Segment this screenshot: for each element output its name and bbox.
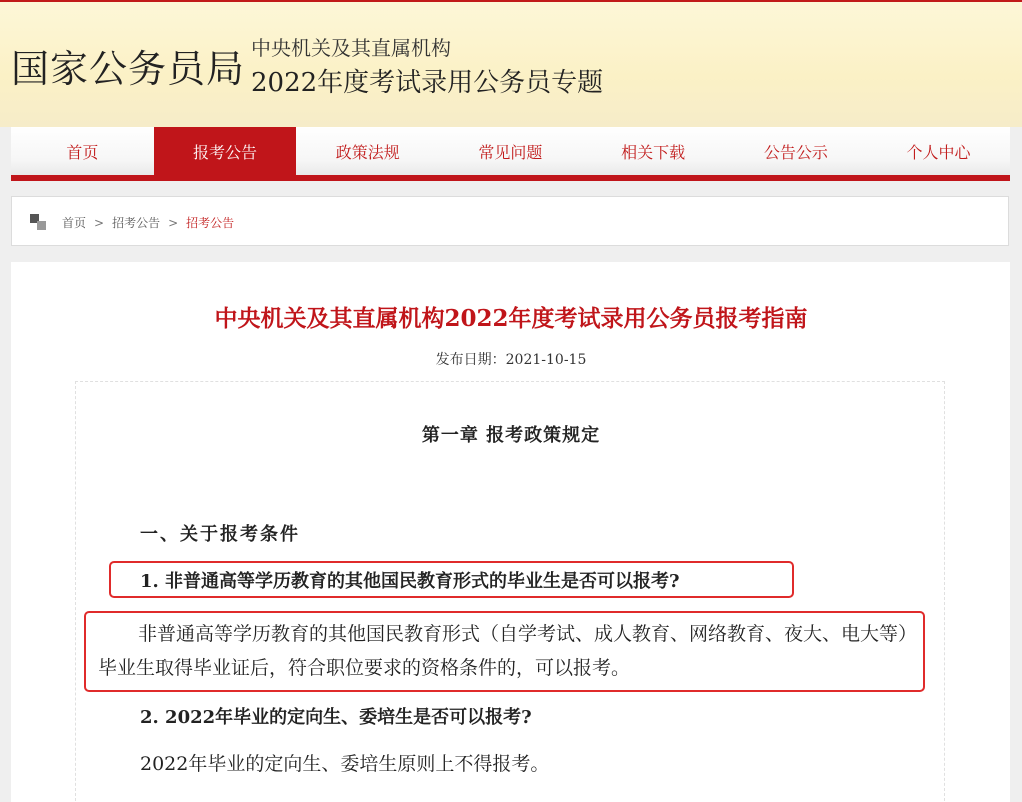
question-2: 2. 2022年毕业的定向生、委培生是否可以报考? <box>140 707 532 728</box>
nav-home[interactable]: 首页 <box>66 142 99 162</box>
breadcrumb-separator: > <box>94 216 105 230</box>
nav-policies[interactable]: 政策法规 <box>335 142 400 162</box>
nav-underline <box>11 175 1010 181</box>
article-title: 中央机关及其直属机构2022年度考试录用公务员报考指南 <box>214 305 808 332</box>
main-nav <box>11 127 1010 175</box>
nav-personal-center[interactable]: 个人中心 <box>906 142 971 162</box>
section-heading: 一、关于报考条件 <box>140 524 300 545</box>
site-name-logo[interactable]: 国家公务员局 <box>11 47 246 91</box>
nav-announcements[interactable]: 报考公告 <box>154 127 297 175</box>
breadcrumb-separator: > <box>168 216 179 230</box>
breadcrumb-current[interactable]: 招考公告 <box>186 216 235 230</box>
breadcrumb-trail <box>62 214 234 231</box>
header-top-line <box>0 0 1022 2</box>
question-1: 1. 非普通高等学历教育的其他国民教育形式的毕业生是否可以报考? <box>140 571 680 592</box>
answer-2: 2022年毕业的定向生、委培生原则上不得报考。 <box>140 753 550 775</box>
breadcrumb-section[interactable]: 招考公告 <box>112 216 161 230</box>
publish-date: 发布日期：2021-10-15 <box>435 352 587 368</box>
header-subtitle: 中央机关及其直属机构 <box>251 36 451 60</box>
chapter-heading: 第一章 报考政策规定 <box>421 425 601 446</box>
site-header <box>0 0 1022 127</box>
answer-1: 非普通高等学历教育的其他国民教育形式（自学考试、成人教育、网络教育、夜大、电大等）毕业生取得毕业证后，符合职位要求的资格条件的，可以报考。 <box>98 623 918 679</box>
nav-downloads[interactable]: 相关下载 <box>621 142 686 162</box>
header-topic-title: 2022年度考试录用公务员专题 <box>251 68 604 98</box>
nav-faq[interactable]: 常见问题 <box>478 142 543 162</box>
nav-notices[interactable]: 公告公示 <box>763 142 828 162</box>
breadcrumb <box>11 196 1009 246</box>
breadcrumb-home[interactable]: 首页 <box>62 216 87 230</box>
location-squares-icon <box>30 214 46 230</box>
